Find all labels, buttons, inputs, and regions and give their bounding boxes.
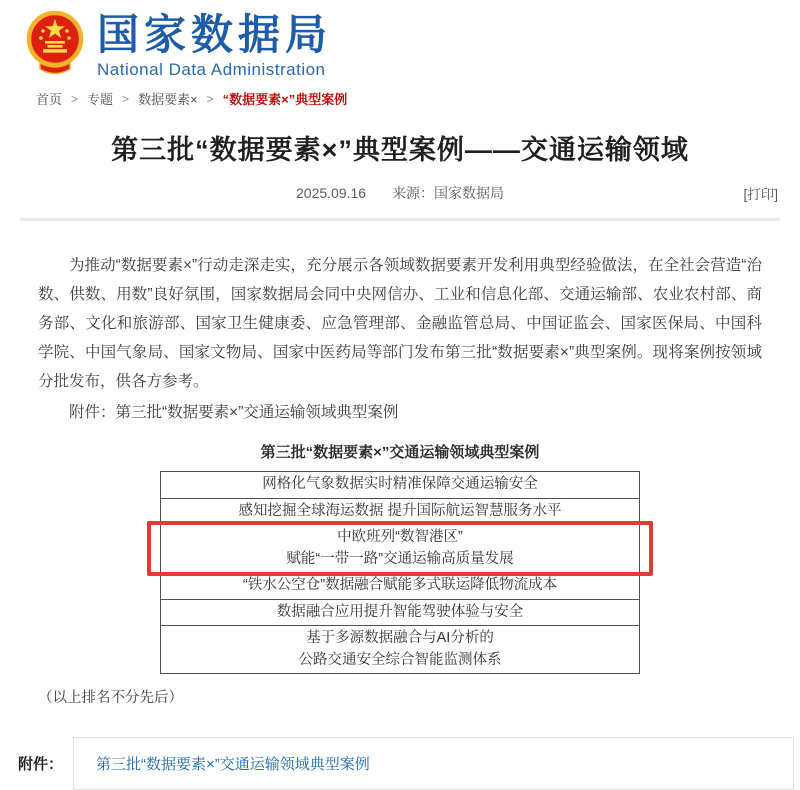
print-button[interactable]: [打印] xyxy=(743,187,778,202)
article-body xyxy=(0,221,800,707)
site-title-block xyxy=(97,10,332,80)
case-title: 公路交通安全综合智能监测体系 xyxy=(298,651,502,668)
attachment-link[interactable]: 第三批“数据要素×”交通运输领域典型案例 xyxy=(96,756,370,773)
attachment-section xyxy=(18,737,794,790)
attachment-label: 附件： xyxy=(18,756,64,773)
article-source: 来源：国家数据局 xyxy=(391,185,504,201)
article-meta xyxy=(0,183,800,203)
breadcrumb-home[interactable]: 首页 xyxy=(36,92,63,107)
breadcrumb-current-page: “数据要素×”典型案例 xyxy=(222,92,348,107)
breadcrumb-separator: > xyxy=(71,91,79,106)
table-row xyxy=(161,472,639,498)
site-header xyxy=(0,0,800,80)
case-title: 中欧班列“数智港区” xyxy=(337,529,463,545)
breadcrumb-separator: > xyxy=(206,91,214,106)
case-table-caption: 第三批“数据要素×”交通运输领域典型案例 xyxy=(260,444,540,461)
case-title: 数据融合应用提升智能驾驶体验与安全 xyxy=(276,603,524,620)
table-row-highlighted xyxy=(161,524,639,572)
article-meta-row xyxy=(0,183,800,203)
page-title: 第三批“数据要素×”典型案例——交通运输领域 xyxy=(111,135,689,165)
breadcrumb-topics[interactable]: 专题 xyxy=(87,92,114,107)
case-title: 网格化气象数据实时精准保障交通运输安全 xyxy=(262,476,538,492)
table-row xyxy=(161,498,639,525)
publish-date: 2025.09.16 xyxy=(296,185,367,201)
case-table xyxy=(160,471,640,674)
table-row xyxy=(161,599,639,626)
ranking-footnote: （以上排名不分先后） xyxy=(38,690,183,706)
inline-attachment-line: 附件：第三批“数据要素×”交通运输领域典型案例 xyxy=(69,404,399,421)
case-title: 赋能“一带一路”交通运输高质量发展 xyxy=(286,550,514,567)
breadcrumb xyxy=(0,80,800,108)
attachment-box xyxy=(73,737,794,790)
article-paragraph: 为推动“数据要素×”行动走深走实，充分展示各领域数据要素开发利用典型经验做法，在全社会营造“治数、供数、用数”良好氛围，国家数据局会同中央网信办、工业和信息化部、交通运输部、农业农村部、商务部、文化和旅游部、国家卫生健康委、应急管理部、金融监管总局、中国证监会、国家医保局、中国科学院、中国气象局、国家文物局、国家中医药局等部门发布第三批“数据要素×”典型案例。现将案例按领域分批发布，供各方参考。 xyxy=(38,257,762,390)
case-title: “铁水公空仓”数据融合赋能多式联运降低物流成本 xyxy=(242,577,558,593)
case-title: 感知挖掘全球海运数据 提升国际航运智慧服务水平 xyxy=(238,502,562,519)
site-name-english: National Data Administration xyxy=(97,60,326,79)
table-row xyxy=(161,572,639,599)
breadcrumb-separator: > xyxy=(122,91,130,106)
breadcrumb-data-elements[interactable]: 数据要素× xyxy=(138,92,198,107)
china-national-emblem-icon xyxy=(25,10,85,78)
national-emblem-logo[interactable] xyxy=(25,10,85,78)
table-row xyxy=(161,625,639,673)
site-name: 国家数据局 xyxy=(97,11,333,58)
case-title: 基于多源数据融合与AI分析的 xyxy=(306,630,494,646)
